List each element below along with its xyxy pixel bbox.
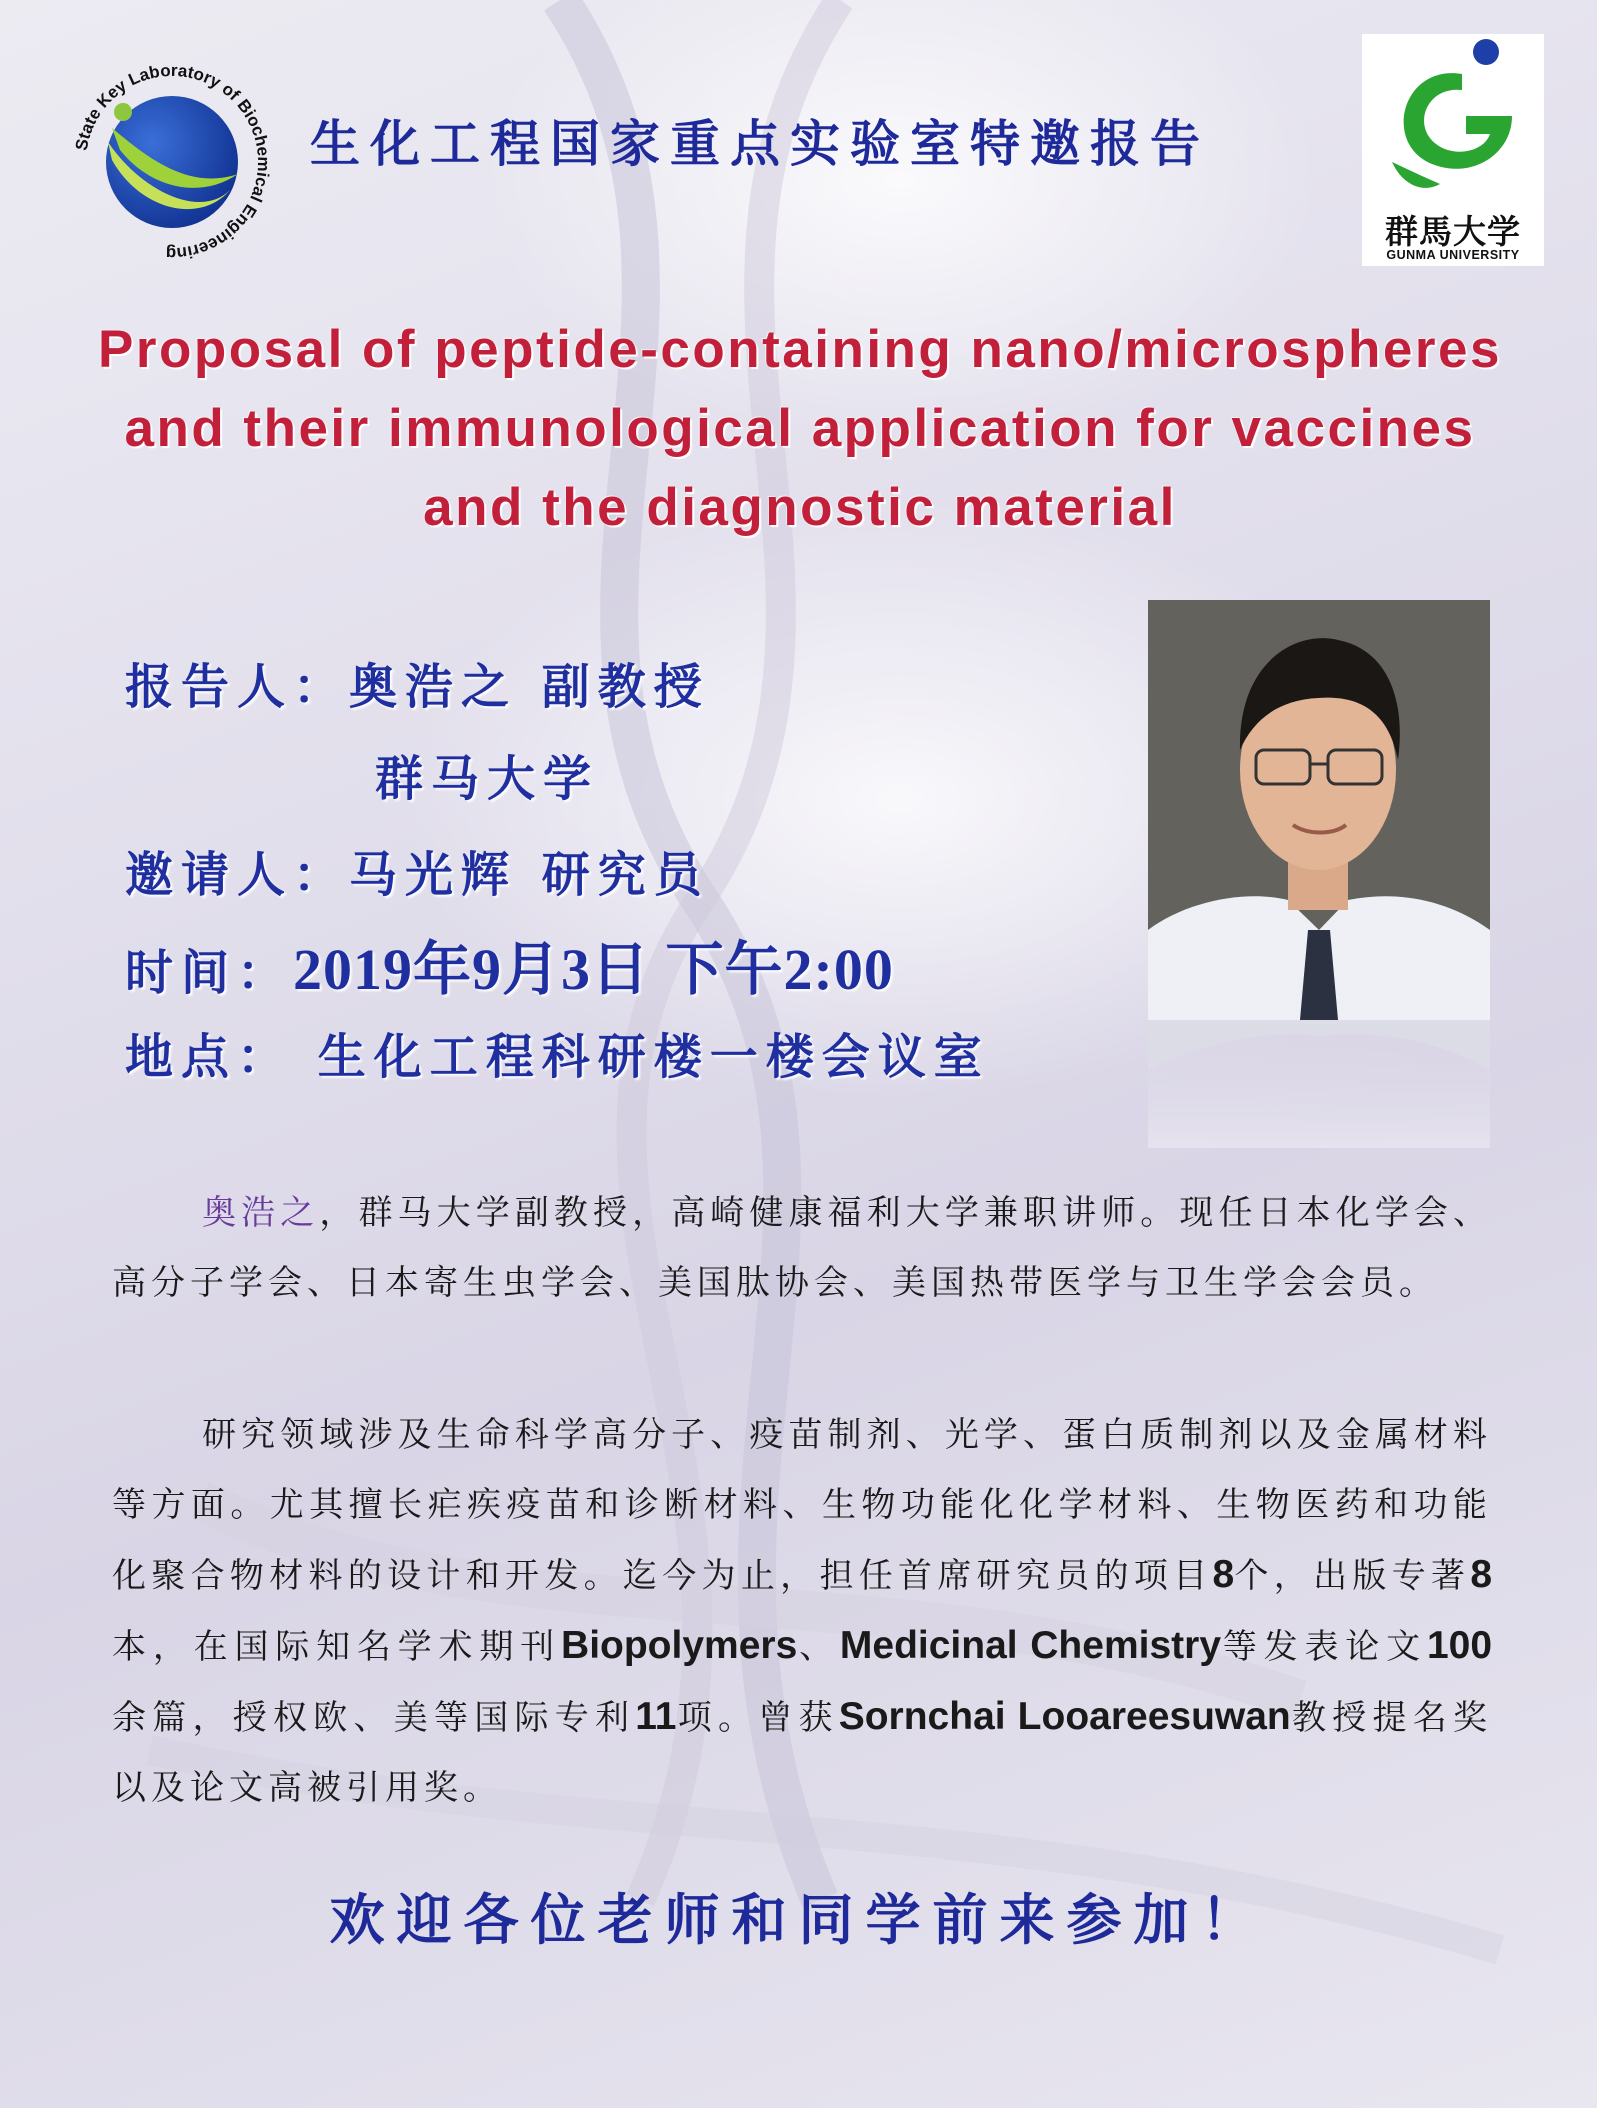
talk-title: [20, 310, 1580, 547]
talk-title-line-2: and their immunological application for vaccines: [124, 399, 1476, 458]
speaker-name-highlight: 奥浩之: [202, 1193, 320, 1233]
location-line: 地点： 生化工程科研楼一楼会议室: [125, 1029, 990, 1085]
bio-p2-g: 教授提名奖以及论文高被引用奖。: [112, 1698, 1493, 1808]
gunma-g-logo-icon: [1362, 34, 1544, 204]
speaker-portrait-icon: [1148, 600, 1490, 1148]
bio-patents-count: 11: [635, 1695, 677, 1738]
talk-title-line-3: and the diagnostic material: [423, 478, 1177, 537]
bio-books-count: 8: [1470, 1553, 1493, 1596]
bio-journal-1: Biopolymers: [561, 1624, 798, 1667]
welcome-message: 欢迎各位老师和同学前来参加！: [329, 1887, 1268, 1952]
time-value: 2019年9月3日 下午2:00: [293, 937, 894, 1002]
bio-p2-a: 研究领域涉及生命科学高分子、疫苗制剂、光学、蛋白质制剂以及金属材料等方面。尤其擅长疟疾疫苗和诊断材料、生物功能化化学材料、生物医药和功能化聚合物材料的设计和开发。迄今为止，担任首席研究员的项目: [112, 1415, 1492, 1596]
bio-p2-d: 等发表论文: [1221, 1627, 1427, 1667]
bio-p2-c: 本，在国际知名学术期刊: [112, 1627, 562, 1667]
bio-paragraph-2: [112, 1400, 1492, 1823]
bio-sep-1: 、: [797, 1627, 840, 1667]
time-line: [125, 922, 894, 1006]
time-label: 时间：: [125, 945, 294, 1001]
bio-award-name: Sornchai Looareesuwan: [838, 1695, 1291, 1738]
bio-journal-2: Medicinal Chemistry: [839, 1624, 1222, 1667]
speaker-line: 报告人：奥浩之 副教授: [125, 659, 710, 715]
globe-swoosh-logo-icon: [60, 50, 285, 275]
bio-p2-f: 项。曾获: [676, 1698, 839, 1738]
svg-text:State Key Laboratory of Bioche: State Key Laboratory of Biochemical Engineering: [71, 60, 274, 264]
header-title: 生化工程国家重点实验室特邀报告: [310, 114, 1210, 173]
gunma-logo-text-en: GUNMA UNIVERSITY: [1386, 248, 1520, 262]
state-key-lab-logo: [60, 50, 285, 275]
speaker-photo: [1148, 600, 1490, 1148]
affiliation-line: 群马大学: [375, 751, 600, 807]
talk-title-line-1: Proposal of peptide-containing nano/microspheres: [98, 320, 1502, 379]
bio-papers-count: 100: [1426, 1624, 1493, 1667]
gunma-university-logo: [1362, 34, 1544, 266]
bio-p2-e: 余篇，授权欧、美等国际专利: [112, 1698, 636, 1738]
bio-p1-text: ，群马大学副教授，高崎健康福利大学兼职讲师。现任日本化学会、高分子学会、日本寄生虫学会、美国肽协会、美国热带医学与卫生学会会员。: [112, 1193, 1493, 1303]
gunma-logo-text-cn: 群馬大学: [1385, 212, 1521, 251]
bio-p2-b: 个，出版专著: [1234, 1556, 1471, 1596]
host-line: 邀请人：马光辉 研究员: [125, 847, 710, 903]
bio-paragraph-1: [112, 1178, 1492, 1318]
bio-projects-count: 8: [1212, 1553, 1235, 1596]
